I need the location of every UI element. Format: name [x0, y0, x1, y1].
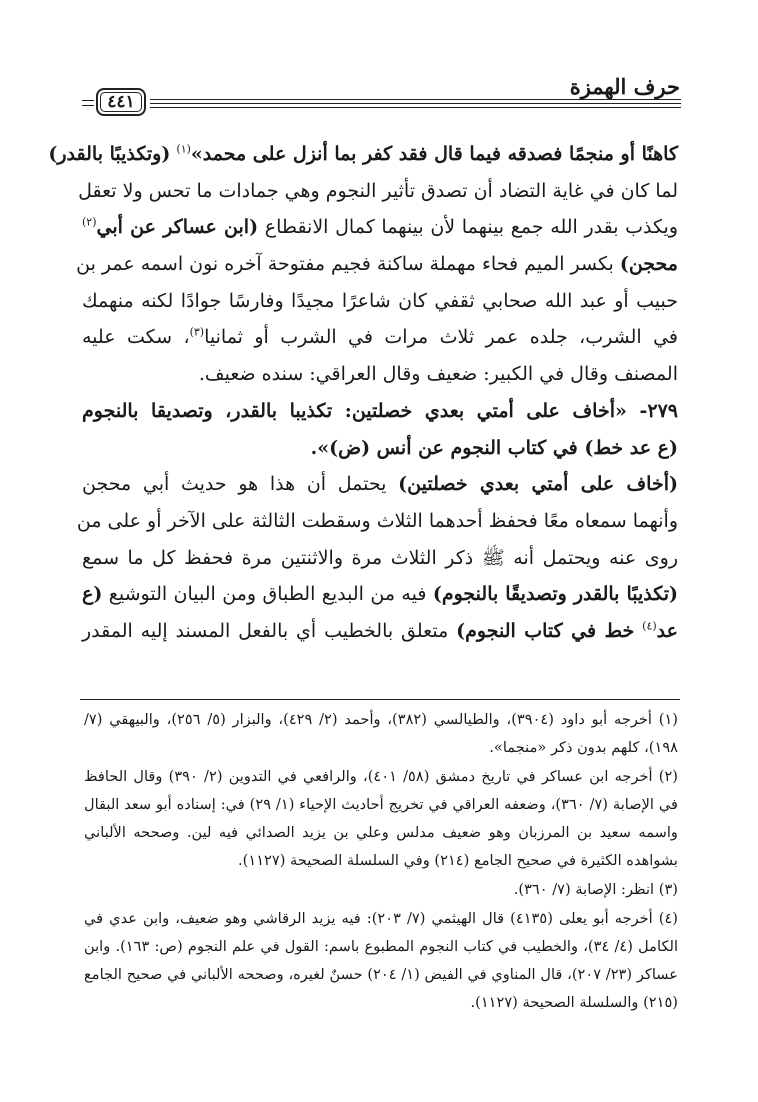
text-line: [82, 283, 678, 320]
text-span: كاهنًا أو منجمًا فصدقه فيما قال فقد كفر بما أنزل على محمد»: [190, 143, 678, 165]
text-line: [78, 173, 678, 210]
text-line: [82, 209, 678, 246]
footnote-marker: (٤): [642, 619, 657, 633]
main-text: [48, 136, 679, 650]
header-rule: [150, 99, 681, 100]
text-span: (أخاف على أمتي بعدي خصلتين): [398, 473, 678, 496]
header-rule: [82, 100, 94, 101]
hadith-279-line: (ع عد خط) في كتاب النجوم عن أنس (ض)».: [310, 436, 678, 459]
text-line: [82, 319, 678, 356]
footnote-separator: [80, 699, 680, 700]
footnote-3: (٣) انظر: الإصابة (٧/ ٣٦٠).: [513, 881, 678, 898]
text-span: يحتمل أن هذا هو حديث أبي محجن: [82, 473, 387, 496]
text-span: في الشرب، جلده عمر ثلاث مرات في الشرب أو ثمانيا: [204, 326, 678, 349]
text-span: (تكذيبًا بالقدر وتصديقًا بالنجوم): [432, 583, 679, 606]
text-line: [82, 430, 678, 467]
text-span: (ابن عساكر عن أبي: [96, 216, 259, 239]
page-number: ٤٤١: [96, 88, 146, 116]
text-span: حبيب أو عبد الله صحابي ثقفي كان شاعرًا مجيدًا وفارسًا جوادًا لكنه منهمك: [82, 289, 678, 312]
text-line: [82, 356, 678, 393]
text-span: عد: [656, 619, 678, 642]
footnote-marker: (١): [176, 142, 191, 156]
text-span: (وتكذيبًا بالقدر): [48, 143, 171, 165]
text-span: محجن): [619, 253, 678, 276]
text-span: فيه من البديع الطباق ومن البيان التوشيع: [108, 583, 427, 606]
header-rule: [82, 105, 94, 106]
text-span: متعلق بالخطيب أي بالفعل المسند إليه المقدر: [82, 619, 449, 642]
footnote-4: (٤) أخرجه أبو يعلى (٤١٣٥) قال الهيثمي (٧/ ٢٠٣): فيه يزيد الرقاشي وهو ضعيف، وابن عدي في الكامل (٤/ ٣٤)، والخطيب في كتاب النجوم المطبوع باسم: القول في علم النجوم (ص: ١٦٣). وابن عساكر (٢٣/ ٢٠٧)، قال المناوي في الفيض (١/ ٢٠٤) حسنٌ لغيره، وصححه الألباني في صحيح الجامع (٢١٥) والسلسلة الصحيحة (١١٢٧).: [84, 910, 678, 1011]
text-span: ويكذب بقدر الله جمع بينهما لأن بينهما كمال الانقطاع: [264, 216, 678, 239]
text-span: روى عنه ويحتمل أنه ﷺ ذكر الثلاث مرة والاثنتين مرة فحفظ كل ما سمع: [82, 546, 678, 569]
header-rule: [150, 103, 681, 104]
text-span: المصنف وقال في الكبير: ضعيف وقال العراقي: سنده ضعيف.: [198, 363, 678, 386]
hadith-279-line: ٢٧٩- «أخاف على أمتي بعدي خصلتين: تكذيبا بالقدر، وتصديقا بالنجوم: [82, 399, 678, 422]
header-rule: [150, 107, 681, 108]
text-span: خط في كتاب النجوم): [456, 619, 635, 642]
footnotes: [84, 706, 678, 1017]
running-header-title: حرف الهمزة: [569, 74, 680, 99]
footnote-marker: (٢): [82, 216, 97, 230]
text-span: (ع: [82, 583, 103, 606]
footnote-2: (٢) أخرجه ابن عساكر في تاريخ دمشق (٥٨/ ٤٠١)، والرافعي في التدوين (٢/ ٣٩٠) وقال الحافظ في الإصابة (٧/ ٣٦٠)، وضعفه العراقي في تخريج أحاديث الإحياء (١/ ٢٩) في: إسناده أبو سعد البقال واسمه سعيد بن المرزبان وهو ضعيف مدلس وعلي بن يزيد الصدائي فيه لين. وصححه الألباني بشواهده الكثيرة في صحيح الجامع (٢١٤) وفي السلسلة الصحيحة (١١٢٧).: [84, 768, 678, 869]
footnote-marker: (٣): [189, 326, 205, 340]
text-span: ، سكت عليه: [82, 326, 190, 349]
text-line: [82, 540, 678, 577]
footnote-1: (١) أخرجه أبو داود (٣٩٠٤)، والطيالسي (٣٨٢)، وأحمد (٢/ ٤٢٩)، والبزار (٥/ ٢٥٦)، والبيهقي (٧/ ١٩٨)، كلهم بدون ذكر «منجما».: [84, 711, 678, 756]
text-line: [82, 393, 678, 430]
text-span: بكسر الميم فحاء مهملة ساكنة فجيم مفتوحة آخره نون اسمه عمر بن: [76, 253, 614, 276]
text-span: لما كان في غاية التضاد أن تصدق تأثير النجوم وهي جمادات ما تحس ولا تعقل: [78, 179, 678, 202]
text-line: [82, 576, 678, 613]
text-span: وأنهما سمعاه معًا فحفظ أحدهما الثلاث وسقطت الثالثة على الآخر أو على من: [76, 509, 678, 532]
text-line: [82, 613, 678, 650]
text-line: [48, 136, 678, 173]
text-line: [76, 503, 678, 540]
text-line: [82, 466, 678, 503]
text-line: [76, 246, 678, 283]
